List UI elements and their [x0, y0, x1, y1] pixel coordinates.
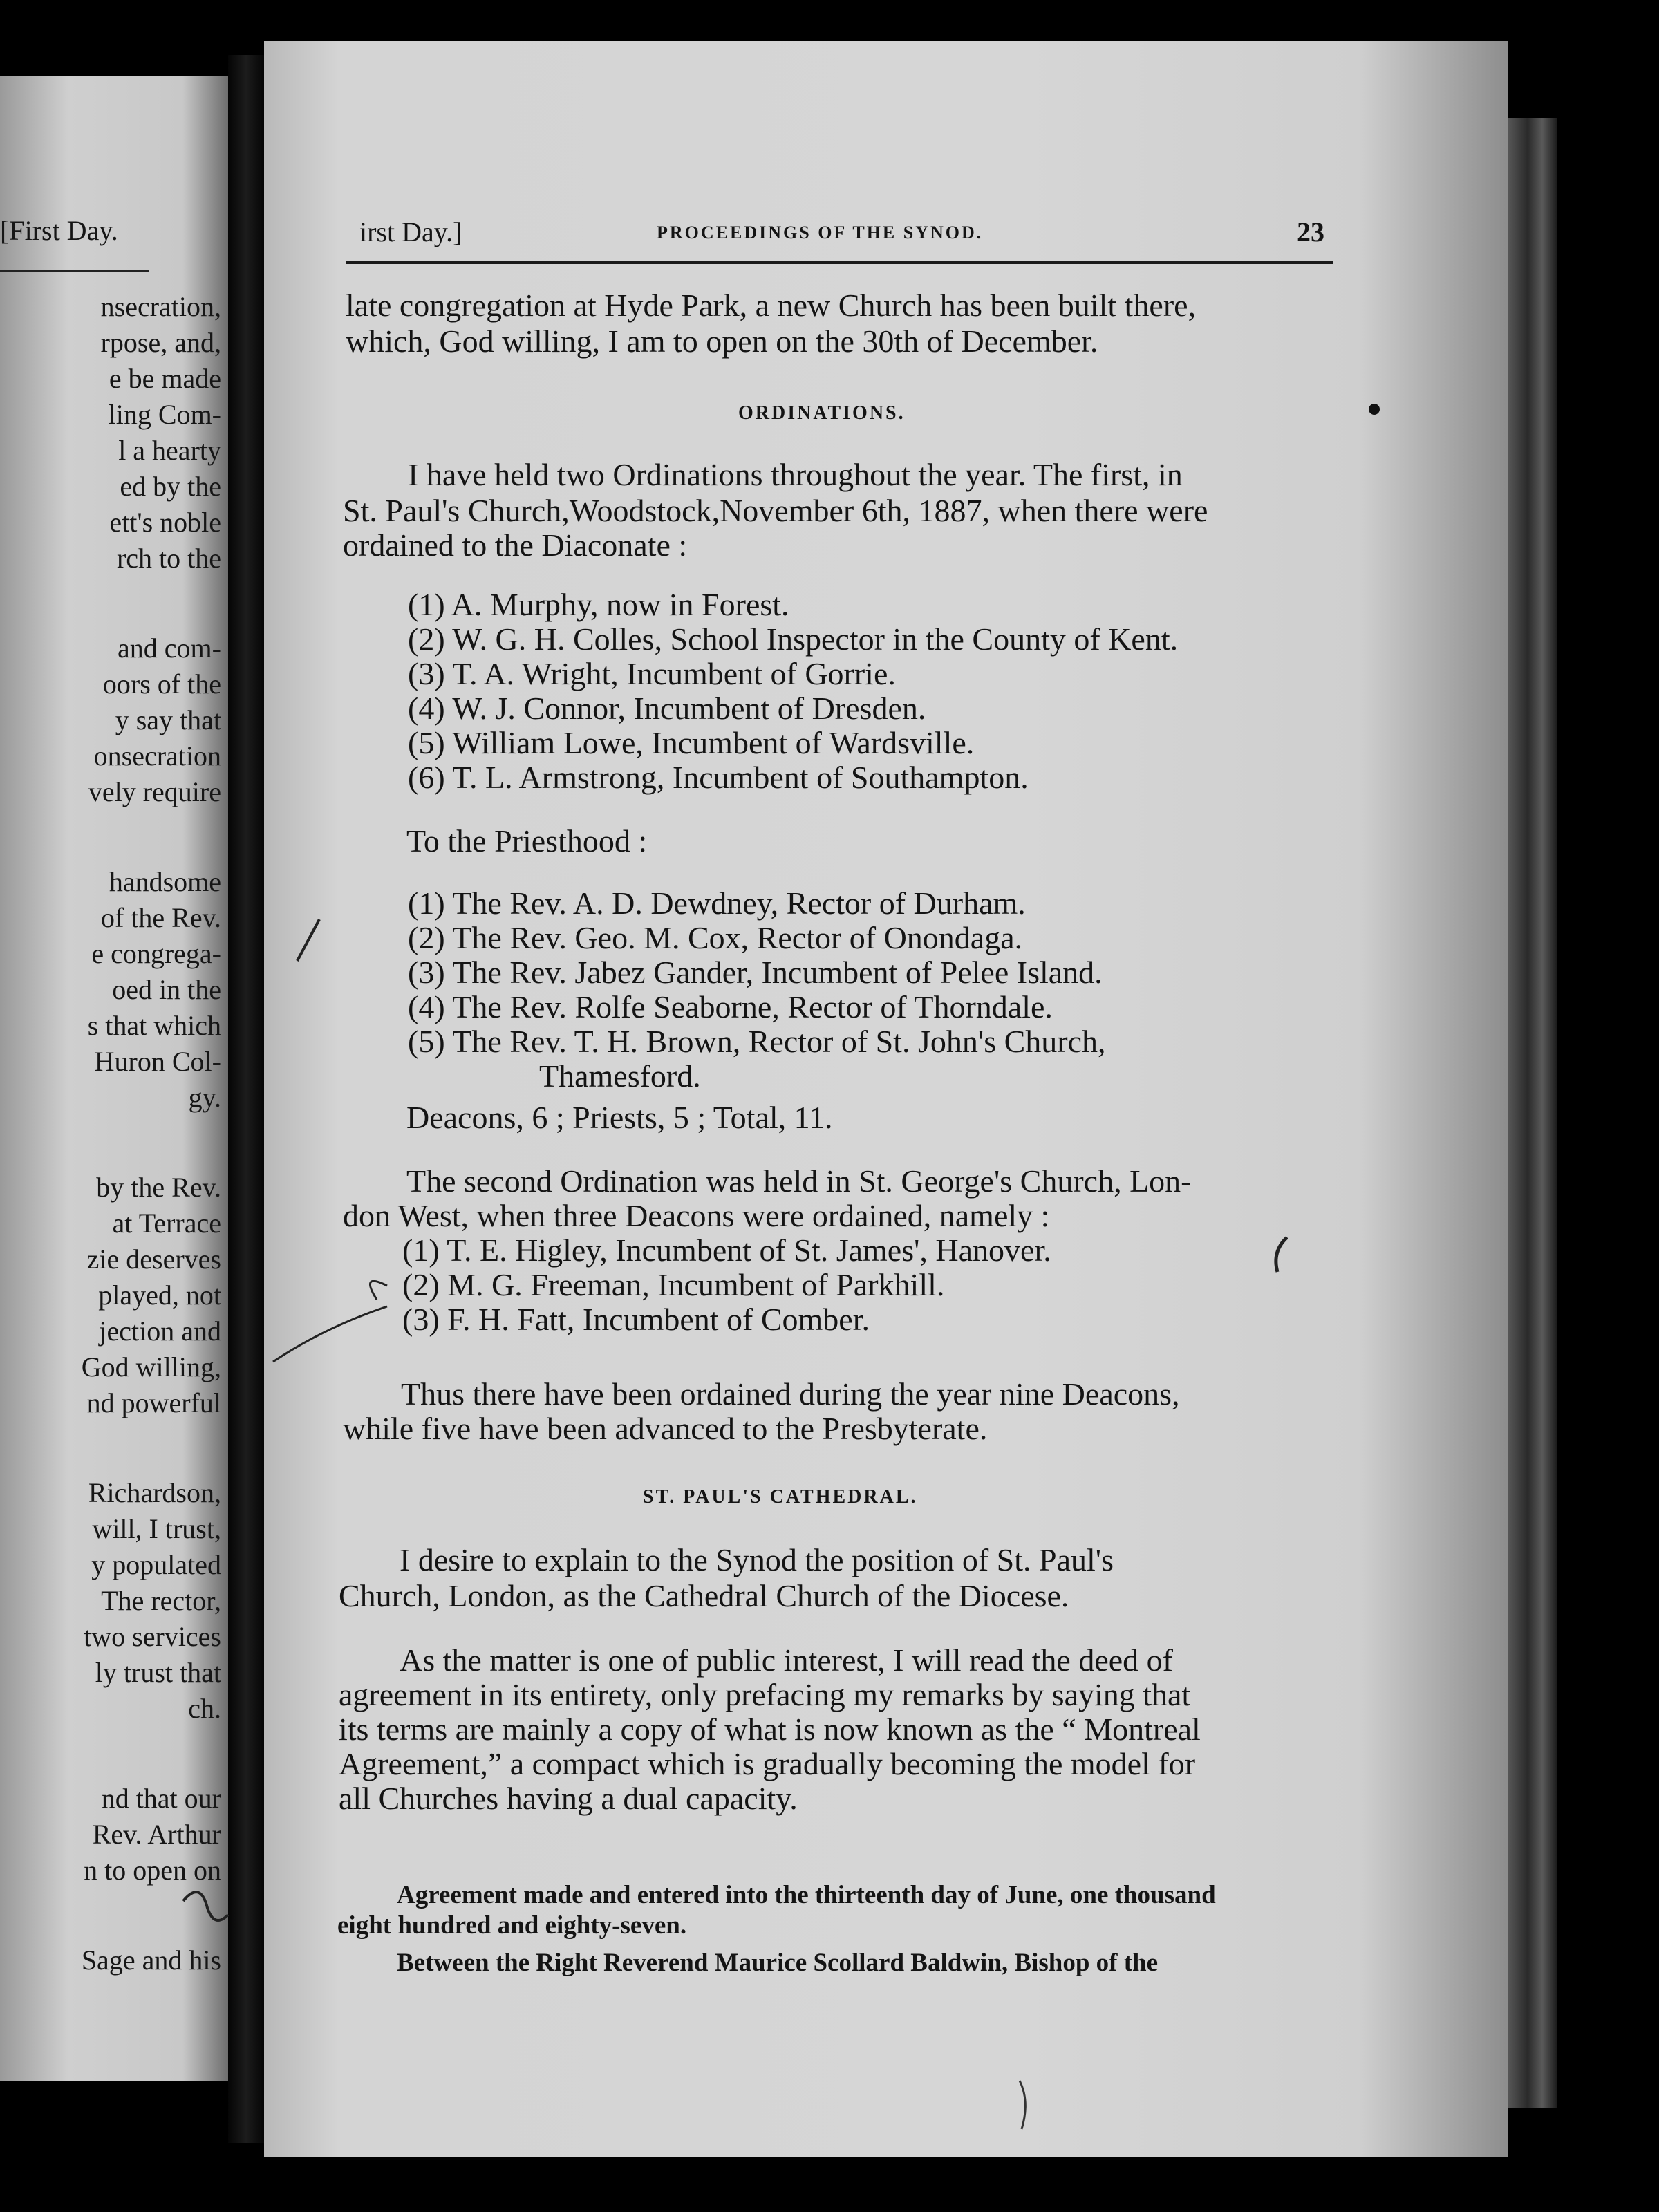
previous-page-fragment: nsecration, — [100, 291, 221, 322]
pencil-bracket — [1276, 1237, 1287, 1272]
pencil-mark — [1020, 2081, 1025, 2129]
previous-page-fragment: rch to the — [116, 543, 221, 574]
pencil-squiggle — [183, 1892, 228, 1920]
cathedral-para-line-1: I desire to explain to the Synod the position of St. Paul's — [400, 1542, 1114, 1577]
previous-page-fragment: n to open on — [84, 1855, 221, 1886]
previous-page-fragment: handsome — [109, 866, 221, 897]
second-deacon-item: (2) M. G. Freeman, Incumbent of Parkhill. — [402, 1267, 945, 1302]
cathedral-heading: ST. PAUL'S CATHEDRAL. — [643, 1486, 918, 1508]
agreement-line-1: Agreement made and entered into the thirteenth day of June, one thousand — [397, 1881, 1216, 1909]
previous-page-fragment: and com- — [118, 632, 221, 664]
previous-page-fragment: e congrega- — [91, 938, 221, 969]
deacon-item: (2) W. G. H. Colles, School Inspector in the County of Kent. — [408, 621, 1179, 657]
summary-line-1: Thus there have been ordained during the year nine Deacons, — [401, 1376, 1180, 1412]
matter-para-line: Agreement,” a compact which is gradually becoming the model for — [339, 1746, 1196, 1781]
previous-page-header: [First Day. — [0, 215, 118, 246]
ordination-totals: Deacons, 6 ; Priests, 5 ; Total, 11. — [406, 1100, 833, 1135]
ordinations-heading: ORDINATIONS. — [738, 402, 906, 424]
previous-page-fragment: The rector, — [101, 1585, 221, 1616]
previous-page-fragment: vely require — [88, 776, 221, 807]
previous-page-fragment: Richardson, — [88, 1477, 221, 1508]
priest-item: (5) The Rev. T. H. Brown, Rector of St. John's Church, — [408, 1024, 1106, 1059]
ink-dot — [1369, 404, 1380, 415]
previous-page-fragment: y say that — [115, 704, 221, 735]
matter-para-line: agreement in its entirety, only prefacing my remarks by saying that — [339, 1677, 1191, 1712]
previous-page-fragment: l a hearty — [118, 435, 221, 466]
previous-page-fragment: of the Rev. — [100, 902, 221, 933]
previous-page-fragment: jection and — [99, 1315, 221, 1347]
previous-page-fragment: y populated — [91, 1549, 221, 1580]
previous-page-fragment: ly trust that — [95, 1657, 221, 1688]
deacon-item: (6) T. L. Armstrong, Incumbent of Southampton. — [408, 760, 1029, 795]
previous-page-fragment: zie deserves — [86, 1244, 221, 1275]
second-deacon-item: (1) T. E. Higley, Incumbent of St. James', Hanover. — [402, 1232, 1051, 1268]
priesthood-label: To the Priesthood : — [406, 823, 648, 859]
second-deacon-item: (3) F. H. Fatt, Incumbent of Comber. — [402, 1302, 870, 1337]
previous-page-fragment: oors of the — [102, 668, 221, 700]
deacon-item: (4) W. J. Connor, Incumbent of Dresden. — [408, 691, 926, 726]
previous-page-fragment: e be made — [109, 363, 221, 394]
previous-page-fragment: onsecration — [93, 740, 221, 771]
pencil-stroke — [273, 1281, 387, 1362]
priest-item: (4) The Rev. Rolfe Seaborne, Rector of Thorndale. — [408, 989, 1053, 1024]
priest-item: (2) The Rev. Geo. M. Cox, Rector of Onondaga. — [408, 920, 1023, 955]
previous-page-fragment: Huron Col- — [94, 1046, 221, 1077]
deacon-item: (3) T. A. Wright, Incumbent of Gorrie. — [408, 656, 896, 691]
previous-page-fragment: two services — [84, 1621, 221, 1652]
previous-page-fragment: ch. — [188, 1693, 221, 1724]
previous-page-fragment: Rev. Arthur — [92, 1819, 221, 1850]
previous-page-fragment: played, not — [98, 1280, 221, 1311]
matter-para-line: As the matter is one of public interest, I will read the deed of — [400, 1642, 1173, 1678]
page-title: PROCEEDINGS OF THE SYNOD. — [657, 223, 984, 243]
matter-para-line: all Churches having a dual capacity. — [339, 1781, 798, 1816]
previous-page-fragment: nd powerful — [86, 1387, 221, 1418]
previous-page-fragment: by the Rev. — [96, 1172, 221, 1203]
intro-line-1: late congregation at Hyde Park, a new Church has been built there, — [346, 288, 1197, 323]
page-number: 23 — [1297, 216, 1324, 247]
running-head: irst Day.] — [359, 216, 462, 247]
previous-page-fragment: ling Com- — [108, 399, 221, 430]
matter-para-line: its terms are mainly a copy of what is now known as the “ Montreal — [339, 1712, 1201, 1747]
previous-page-fragment: oed in the — [112, 974, 221, 1005]
previous-page-fragment: at Terrace — [112, 1208, 221, 1239]
previous-page-fragment: rpose, and, — [100, 327, 221, 358]
deacon-item: (5) William Lowe, Incumbent of Wardsville. — [408, 725, 975, 760]
pencil-tick — [297, 919, 319, 961]
priest-item: (1) The Rev. A. D. Dewdney, Rector of Durham. — [408, 885, 1026, 921]
agreement-line-2: eight hundred and eighty-seven. — [337, 1911, 687, 1940]
previous-page-fragment: nd that our — [101, 1783, 221, 1814]
deacon-item: (1) A. Murphy, now in Forest. — [408, 587, 789, 622]
priest-item-continuation: Thamesford. — [539, 1058, 701, 1094]
previous-page-fragment: ed by the — [120, 471, 221, 502]
second-ordination-line-1: The second Ordination was held in St. George's Church, Lon- — [406, 1163, 1192, 1199]
previous-page-fragment: s that which — [87, 1010, 221, 1041]
previous-page-fragment: Sage and his — [81, 1944, 221, 1976]
intro-line-2: which, God willing, I am to open on the 30th of December. — [346, 324, 1098, 359]
previous-page-fragment: gy. — [188, 1082, 221, 1113]
ordinations-para-line-1: I have held two Ordinations throughout the year. The first, in — [408, 457, 1183, 492]
second-ordination-line-2: don West, when three Deacons were ordained, namely : — [343, 1198, 1050, 1233]
previous-page-fragment: will, I trust, — [92, 1513, 221, 1544]
ordinations-para-line-2: St. Paul's Church,Woodstock,November 6th, 1887, when there were — [343, 493, 1208, 528]
between-line: Between the Right Reverend Maurice Scollard Baldwin, Bishop of the — [397, 1949, 1159, 1977]
summary-line-2: while five have been advanced to the Presbyterate. — [343, 1411, 988, 1446]
previous-page-fragment: God willing, — [81, 1351, 221, 1382]
ordinations-para-line-3: ordained to the Diaconate : — [343, 527, 688, 563]
cathedral-para-line-2: Church, London, as the Cathedral Church of the Diocese. — [339, 1578, 1069, 1613]
priest-item: (3) The Rev. Jabez Gander, Incumbent of Pelee Island. — [408, 955, 1103, 990]
previous-page-fragment: ett's noble — [109, 507, 221, 538]
